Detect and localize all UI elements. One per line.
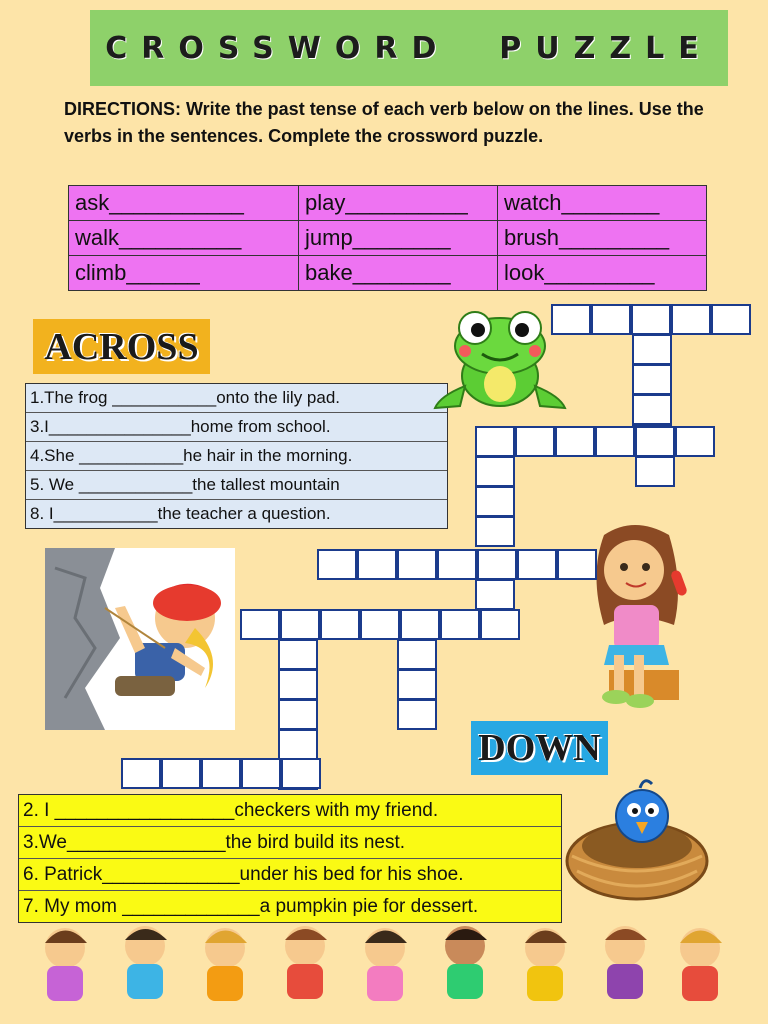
verb-cell: ask___________ [69,186,299,221]
verb-cell: climb______ [69,256,299,291]
crossword-cell[interactable] [281,758,321,789]
crossword-cell[interactable] [278,699,318,730]
crossword-cell[interactable] [557,549,597,580]
crossword-cell[interactable] [397,669,437,700]
crossword-cell[interactable] [278,729,318,760]
crossword-cell[interactable] [631,304,671,335]
verb-cell: watch________ [498,186,707,221]
across-clue: 4.She ___________he hair in the morning. [26,442,447,471]
down-clue: 2. I _________________checkers with my friend. [19,795,561,827]
directions-text: DIRECTIONS: Write the past tense of each verb below on the lines. Use the verbs in the sentences. Complete the crossword puzzle. [64,99,704,146]
crossword-cell[interactable] [201,758,241,789]
crossword-cell[interactable] [360,609,400,640]
down-clue: 3.We_______________the bird build its nest. [19,827,561,859]
down-heading: DOWN [478,727,601,769]
crossword-cell[interactable] [675,426,715,457]
crossword-cell[interactable] [475,579,515,610]
crossword-cell[interactable] [320,609,360,640]
crossword-cell[interactable] [635,426,675,457]
crossword-cell[interactable] [711,304,751,335]
crossword-cell[interactable] [397,639,437,670]
crossword-cell[interactable] [357,549,397,580]
crossword-cell[interactable] [555,426,595,457]
verb-cell: jump________ [299,221,498,256]
crossword-cell[interactable] [517,549,557,580]
crossword-cell[interactable] [475,426,515,457]
crossword-cell[interactable] [161,758,201,789]
verb-cell: walk__________ [69,221,299,256]
crossword-cell[interactable] [632,364,672,395]
crossword-cell[interactable] [278,669,318,700]
down-clue: 7. My mom _____________a pumpkin pie for dessert. [23,895,479,917]
crossword-cell[interactable] [241,758,281,789]
crossword-cell[interactable] [400,609,440,640]
crossword-cell[interactable] [475,456,515,487]
verb-cell: brush_________ [498,221,707,256]
crossword-cell[interactable] [480,609,520,640]
crossword-cell[interactable] [595,426,635,457]
across-heading: ACROSS [44,325,199,368]
crossword-cell[interactable] [440,609,480,640]
crossword-cell[interactable] [397,549,437,580]
crossword-cell[interactable] [591,304,631,335]
crossword-cell[interactable] [280,609,320,640]
crossword-cell[interactable] [317,549,357,580]
verb-cell: look_________ [498,256,707,291]
crossword-cell[interactable] [278,639,318,670]
crossword-cell[interactable] [475,486,515,517]
across-clue: 5. We ____________the tallest mountain [26,471,447,500]
crossword-cell[interactable] [477,549,517,580]
page-title: CROSSWORD PUZZLE [105,30,713,66]
down-clue: 6. Patrick_____________under his bed for his shoe. [19,859,561,891]
crossword-cell[interactable] [632,394,672,425]
crossword-cell[interactable] [635,456,675,487]
across-clue: 1.The frog ___________onto the lily pad. [26,384,447,413]
across-clue: 3.I_______________home from school. [26,413,447,442]
verb-cell: bake________ [299,256,498,291]
across-clue: 8. I___________the teacher a question. [30,504,331,523]
verb-cell: play__________ [299,186,498,221]
crossword-cell[interactable] [437,549,477,580]
crossword-cell[interactable] [551,304,591,335]
crossword-cell[interactable] [475,516,515,547]
crossword-cell[interactable] [515,426,555,457]
crossword-cell[interactable] [397,699,437,730]
crossword-cell[interactable] [121,758,161,789]
crossword-cell[interactable] [671,304,711,335]
crossword-cell[interactable] [240,609,280,640]
crossword-cell[interactable] [632,334,672,365]
